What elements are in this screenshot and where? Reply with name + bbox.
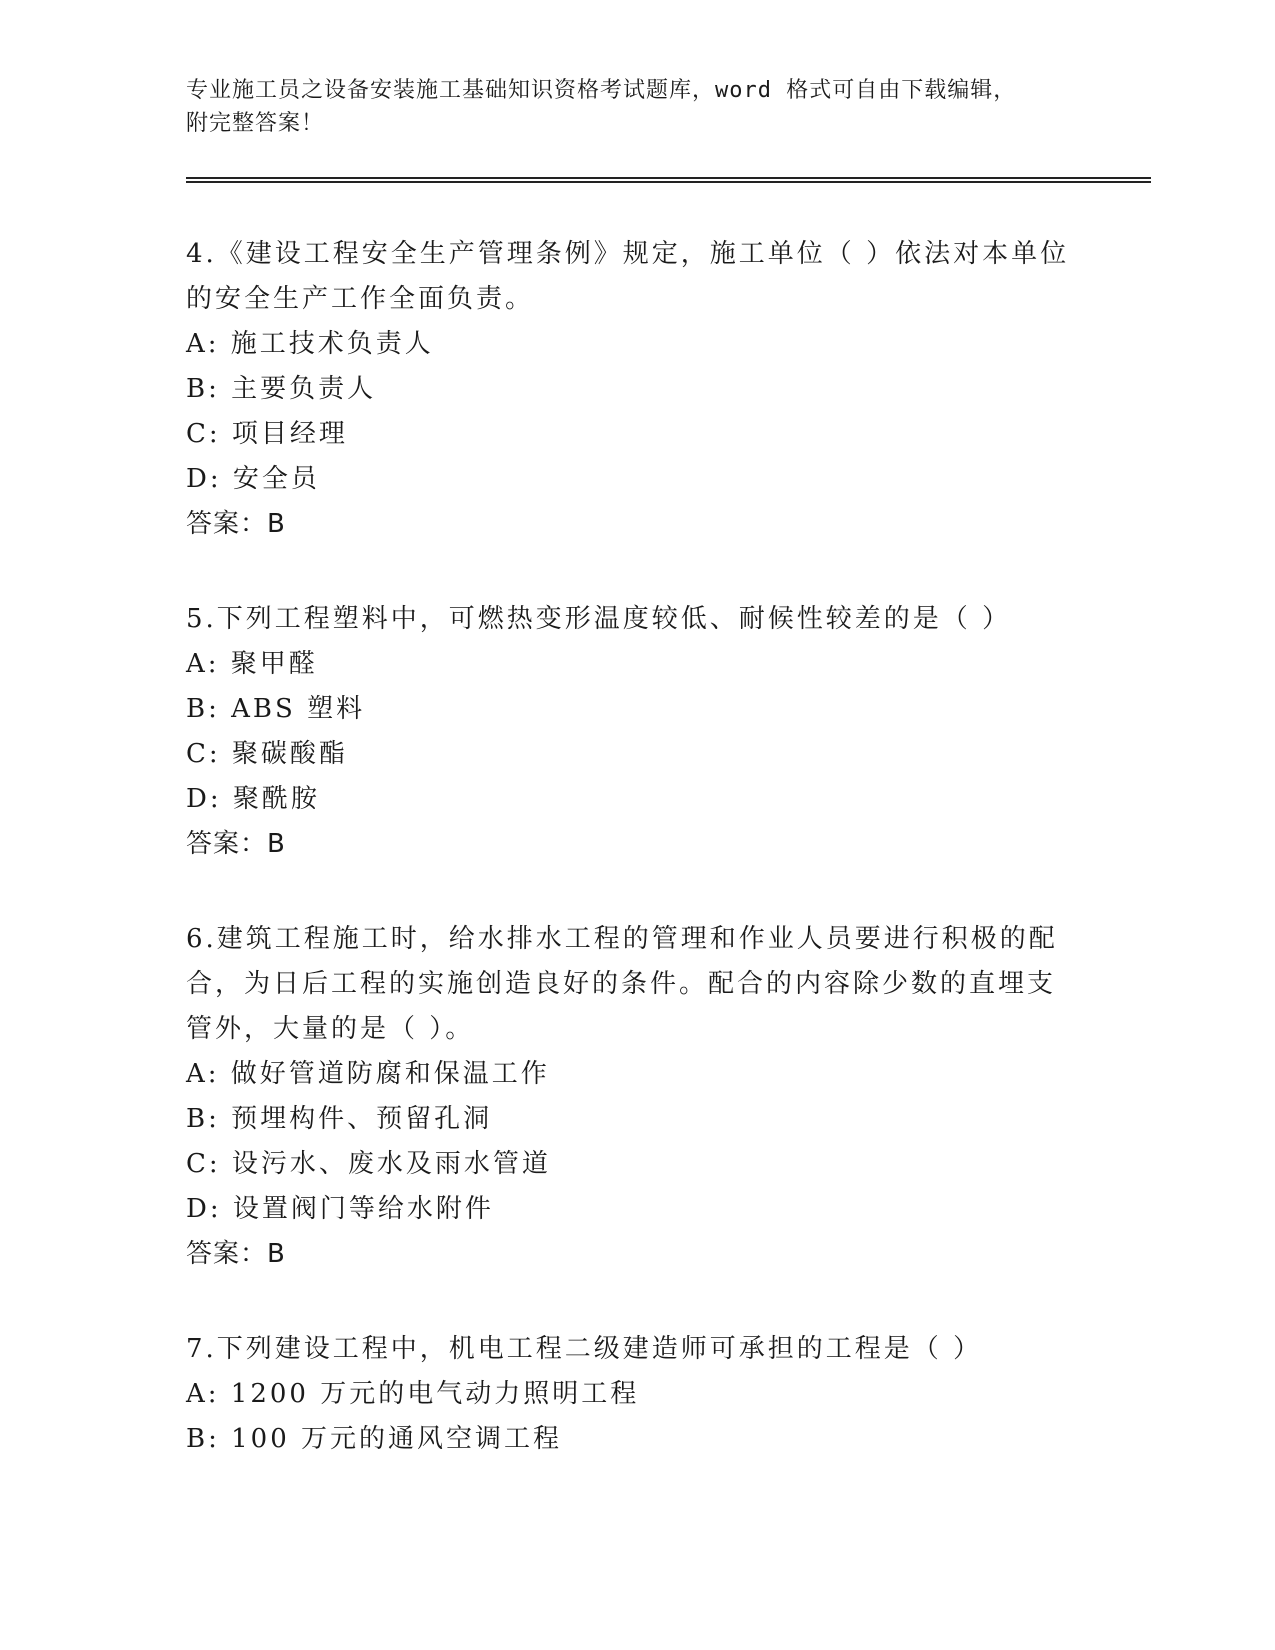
header-double-rule	[186, 177, 1151, 183]
option-a: A: 施工技术负责人	[186, 329, 434, 359]
question-spacer	[186, 1277, 1086, 1327]
answer-label: 答案：B	[186, 1239, 286, 1269]
document-header	[186, 74, 1086, 140]
question-stem-line: 的安全生产工作全面负责。	[186, 284, 535, 314]
question-stem-line: 合，为日后工程的实施创造良好的条件。配合的内容除少数的直埋支	[186, 969, 1057, 999]
option-a: A: 做好管道防腐和保温工作	[186, 1059, 550, 1089]
question-list	[186, 232, 1086, 1462]
question-stem-line: 管外，大量的是（ ）。	[186, 1014, 475, 1044]
question-stem-line: 6.建筑工程施工时，给水排水工程的管理和作业人员要进行积极的配	[186, 924, 1058, 954]
option-b: B: 100 万元的通风空调工程	[186, 1424, 563, 1454]
question-stem-line: 4.《建设工程安全生产管理条例》规定，施工单位（ ）依法对本单位	[186, 239, 1070, 269]
option-b: B: 主要负责人	[186, 374, 377, 404]
question-stem-line: 5.下列工程塑料中，可燃热变形温度较低、耐候性较差的是（ ）	[186, 604, 1012, 634]
option-d: D: 设置阀门等给水附件	[186, 1194, 494, 1224]
option-c: C: 设污水、废水及雨水管道	[186, 1149, 551, 1179]
option-b: B: ABS 塑料	[186, 694, 366, 724]
option-a: A: 聚甲醛	[186, 649, 318, 679]
option-c: C: 项目经理	[186, 419, 348, 449]
question-stem-line: 7.下列建设工程中，机电工程二级建造师可承担的工程是（ ）	[186, 1334, 983, 1364]
option-a: A: 1200 万元的电气动力照明工程	[186, 1379, 640, 1409]
option-c: C: 聚碳酸酯	[186, 739, 348, 769]
answer-label: 答案：B	[186, 829, 286, 859]
header-line-1: 专业施工员之设备安装施工基础知识资格考试题库，word 格式可自由下载编辑，	[186, 78, 1017, 103]
question-4	[186, 232, 1086, 547]
option-d: D: 聚酰胺	[186, 784, 320, 814]
question-6	[186, 917, 1086, 1277]
answer-label: 答案：B	[186, 509, 286, 539]
question-7	[186, 1327, 1086, 1462]
header-line-2: 附完整答案！	[186, 111, 325, 136]
question-spacer	[186, 547, 1086, 597]
option-b: B: 预埋构件、预留孔洞	[186, 1104, 493, 1134]
question-5	[186, 597, 1086, 867]
question-spacer	[186, 867, 1086, 917]
option-d: D: 安全员	[186, 464, 320, 494]
